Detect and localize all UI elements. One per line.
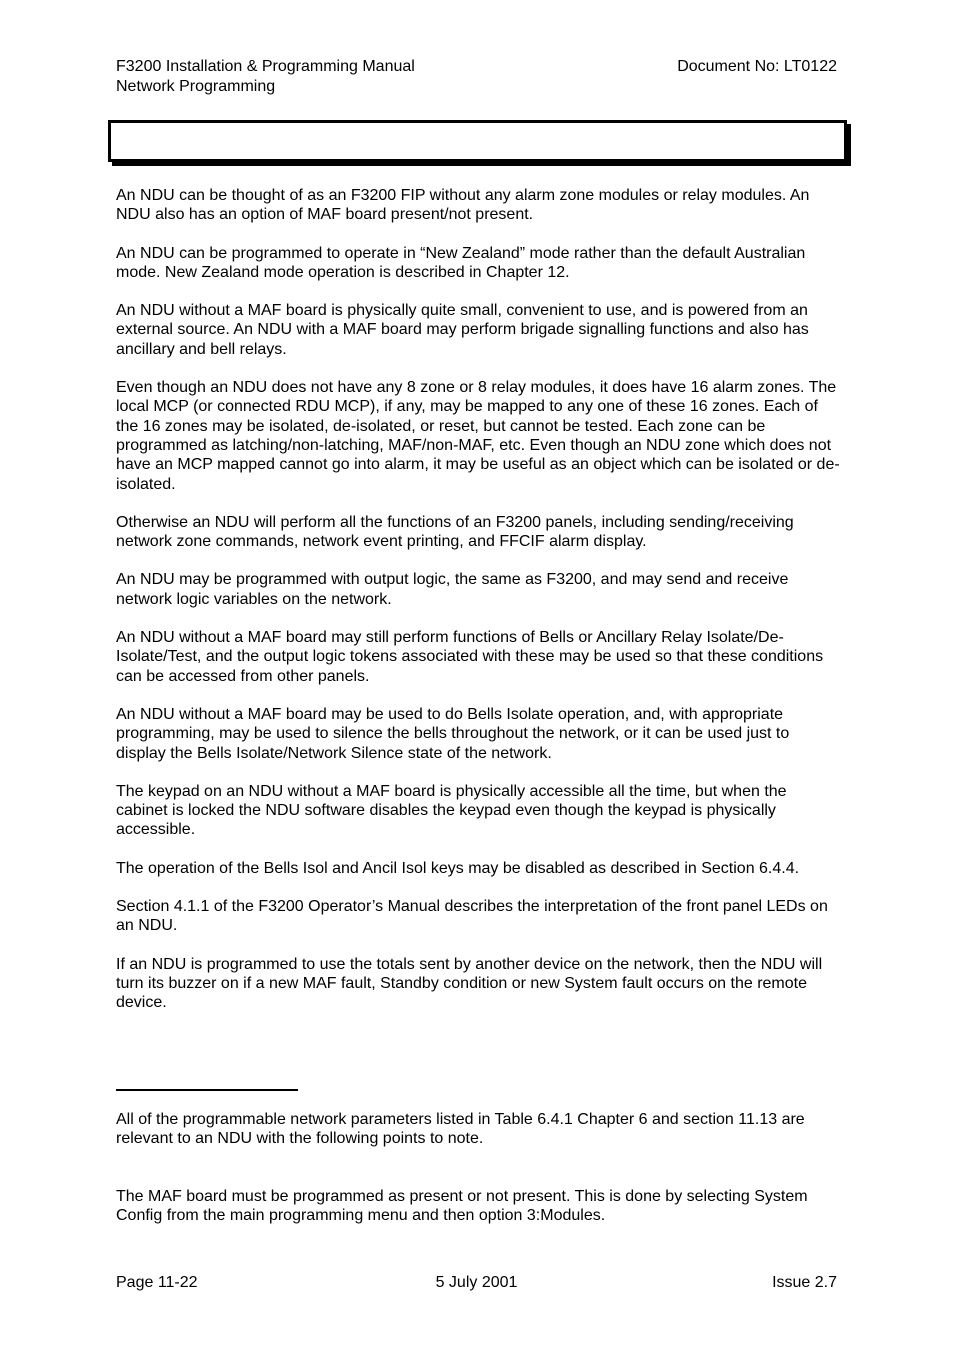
paragraph: An NDU without a MAF board may be used to do Bells Isolate operation, and, with appropriate programming, may be used to silence the bells throughout the network, or it can be used just to display the Bells Isolate/Network Silence state of the network.: [116, 705, 790, 762]
paragraph: Otherwise an NDU will perform all the functions of an F3200 panels, including sending/receiving network zone commands, network event printing, and FFCIF alarm display.: [116, 513, 794, 551]
body-text: [116, 186, 841, 1032]
maf-note: The MAF board must be programmed as present or not present. This is done by selecting System Config from the main programming menu and then option 3:Modules.: [116, 1187, 808, 1224]
running-header-left: [116, 57, 415, 97]
paragraph: An NDU without a MAF board may still perform functions of Bells or Ancillary Relay Isolate/De-Isolate/Test, and the output logic tokens associated with these may be used so that these conditions can be accessed from other panels.: [116, 629, 824, 685]
section-heading-box: [108, 120, 847, 162]
page-footer: [116, 1273, 837, 1293]
paragraph: An NDU without a MAF board is physically quite small, convenient to use, and is powered from an external source. An NDU with a MAF board may perform brigade signalling functions and also has ancillary and bell relays.: [116, 302, 809, 358]
issue-number: Issue 2.7: [772, 1274, 837, 1291]
params-intro: All of the programmable network parameters listed in Table 6.4.1 Chapter 6 and section 11.13 are relevant to an NDU with the following points to note.: [116, 1111, 805, 1148]
paragraph: An NDU may be programmed with output logic, the same as F3200, and may send and receive network logic variables on the network.: [116, 571, 789, 608]
params-section: [116, 1110, 841, 1225]
paragraph: The operation of the Bells Isol and Ancil Isol keys may be disabled as described in Section 6.4.4.: [116, 859, 800, 877]
footer-date: 5 July 2001: [435, 1274, 518, 1291]
page-number: Page 11-22: [116, 1274, 198, 1291]
subsection-rule: [116, 1089, 298, 1091]
paragraph: Section 4.1.1 of the F3200 Operator’s Manual describes the interpretation of the front panel LEDs on an NDU.: [116, 898, 828, 935]
paragraph: An NDU can be thought of as an F3200 FIP without any alarm zone modules or relay modules. An NDU also has an option of MAF board present/not present.: [116, 187, 810, 224]
section-name: Network Programming: [116, 78, 276, 95]
document-number: Document No: LT0122: [677, 58, 837, 75]
manual-title: F3200 Installation & Programming Manual: [116, 58, 415, 75]
paragraph: The keypad on an NDU without a MAF board is physically accessible all the time, but when the cabinet is locked the NDU software disables the keypad even though the keypad is physically accessible.: [116, 782, 787, 839]
paragraph: An NDU can be programmed to operate in “New Zealand” mode rather than the default Australian mode. New Zealand mode operation is described in Chapter 12.: [116, 244, 806, 281]
paragraph: If an NDU is programmed to use the totals sent by another device on the network, then the NDU will turn its buzzer on if a new MAF fault, Standby condition or new System fault occurs on the remote device.: [116, 955, 823, 1012]
paragraph: Even though an NDU does not have any 8 zone or 8 relay modules, it does have 16 alarm zones. The local MCP (or connected RDU MCP), if any, may be mapped to any one of these 16 zones. Each of the 16 zones may be isolated, de-isolated, or reset, but cannot be tested. Each zone can be programmed as latching/non-latching, MAF/non-MAF, etc. Even though an NDU zone which does not have an MCP mapped cannot go into alarm, it may be useful as an object which can be isolated or de-isolated.: [116, 379, 840, 493]
